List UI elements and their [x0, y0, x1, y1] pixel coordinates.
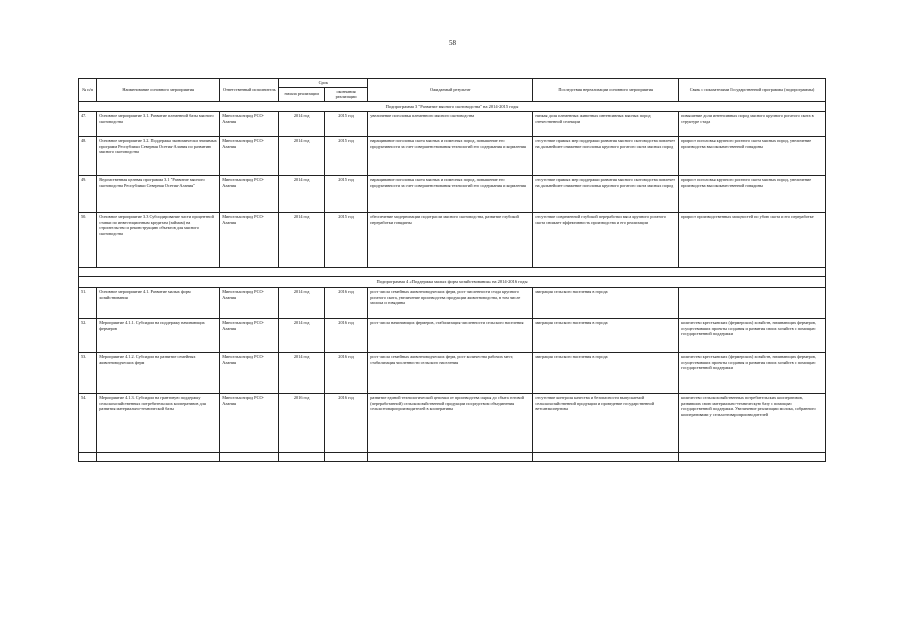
row-end: 2016 год: [324, 288, 367, 319]
row-link: количество сельскохозяйственных потребительских кооперативов, развивших свою материально-техническую базу с помощью государственной поддержки. Увеличение реализации молока, собранного кооперативами у сельхозтоваропроизводителей: [679, 394, 826, 453]
row-responsible: Минсельхозпрод РСО-Алания: [220, 213, 279, 268]
row-num: 54.: [79, 394, 97, 453]
row-end: 2016 год: [324, 353, 367, 394]
row-consequences: отсутствие прямых мер поддержки развития мясного скотоводства повлечет на дальнейшее снижение поголовья крупного рогатого скота мясных пород: [533, 137, 679, 176]
table-row: [79, 394, 826, 453]
table-row: [79, 319, 826, 353]
row-responsible: Минсельхозпрод РСО-Алания: [220, 137, 279, 176]
row-consequences: миграция сельского населения в города: [533, 319, 679, 353]
row-result: развитие единой технологической цепочки от производства сырья до сбыта готовой (переработанной) сельскохозяйственной продукции посредством объединения сельхозтоваропроизводителей в кооперативы: [368, 394, 533, 453]
table-row: [79, 213, 826, 268]
row-consequences: отсутствие современной глубокой переработки мяса крупного рогатого скота снижает эффективность производства и его реализации: [533, 213, 679, 268]
header-term: Срок: [279, 79, 368, 88]
row-result: увеличение поголовья племенного мясного скотоводства: [368, 112, 533, 137]
row-num: 50.: [79, 213, 97, 268]
row-result: обеспечение модернизации подотрасли мясного скотоводства, развитие глубокой переработки говядины: [368, 213, 533, 268]
row-name: Основное мероприятие 4.1. Развитие малых форм хозяйствования: [97, 288, 220, 319]
row-num: 52.: [79, 319, 97, 353]
row-start: 2014 год: [279, 176, 325, 213]
spacer-cell: [79, 268, 826, 277]
section-title: Подпрограмма 3 "Развитие мясного скотоводства" на 2014-2015 годы: [79, 101, 826, 112]
header-term-start: начала реализации: [279, 87, 325, 101]
row-consequences: отсутствие прямых мер поддержки развития мясного скотоводства повлечет на дальнейшее снижение поголовья крупного рогатого скота мясных пород: [533, 176, 679, 213]
table-row: [79, 137, 826, 176]
spacer-cell: [79, 453, 97, 462]
row-name: Мероприятие 4.1.2. Субсидии на развитие семейных животноводческих ферм: [97, 353, 220, 394]
row-link: количество крестьянских (фермерских) хозяйств, начинающих фермеров, осуществивших проекты создания и развития своих хозяйств с помощью государственной поддержки: [679, 353, 826, 394]
row-num: 51.: [79, 288, 97, 319]
row-name: Основное мероприятие 3.3 Субсидирование части процентной ставки по инвестиционным кредитам (займам) на строительство и реконструкцию объектов для мясного скотоводства: [97, 213, 220, 268]
row-end: 2016 год: [324, 319, 367, 353]
row-name: Ведомственная целевая программа 3.1 "Развитие мясного скотоводства Республики Северная Осетия-Алания": [97, 176, 220, 213]
header-row: [79, 79, 826, 88]
row-start: 2014 год: [279, 213, 325, 268]
row-responsible: Минсельхозпрод РСО-Алания: [220, 319, 279, 353]
spacer-cell: [279, 453, 325, 462]
header-responsible: Ответственный исполнитель: [220, 79, 279, 102]
section-title-row: [79, 277, 826, 288]
row-result: рост числа начинающих фермеров, стабилизация численности сельского населения: [368, 319, 533, 353]
row-consequences: низкая доля племенных животных интенсивных мясных пород отечественной селекции: [533, 112, 679, 137]
row-result: рост числа семейных животноводческих ферм, рост количества рабочих мест, стабилизация численности сельского населения: [368, 353, 533, 394]
row-link: прирост поголовья крупного рогатого скота мясных пород, увеличение производства высококачественной говядины: [679, 176, 826, 213]
spacer-cell: [368, 453, 533, 462]
row-responsible: Минсельхозпрод РСО-Алания: [220, 112, 279, 137]
row-start: 2016 год: [279, 394, 325, 453]
spacer-row: [79, 268, 826, 277]
row-responsible: Минсельхозпрод РСО-Алания: [220, 176, 279, 213]
row-num: 49.: [79, 176, 97, 213]
spacer-cell: [220, 453, 279, 462]
row-name: Основное мероприятие 3.2. Поддержка экономически значимых программ Республики Северная Осетия-Алания по развитию мясного скотоводства: [97, 137, 220, 176]
row-num: 53.: [79, 353, 97, 394]
row-start: 2014 год: [279, 137, 325, 176]
row-consequences: миграция сельского населения в города: [533, 288, 679, 319]
row-responsible: Минсельхозпрод РСО-Алания: [220, 353, 279, 394]
row-consequences: отсутствие контроля качества и безопасности выпускаемой сельскохозяйственной продукции и проведение государственной ветсанэкспертизы: [533, 394, 679, 453]
row-start: 2014 год: [279, 353, 325, 394]
row-name: Мероприятие 4.1.1. Субсидии на поддержку начинающих фермеров: [97, 319, 220, 353]
row-consequences: миграция сельского населения в города: [533, 353, 679, 394]
row-end: 2015 год: [324, 213, 367, 268]
section-title: Подпрограмма 4 «Поддержка малых форм хозяйствования» на 2014-2016 годы: [79, 277, 826, 288]
section-title-row: [79, 101, 826, 112]
row-responsible: Минсельхозпрод РСО-Алания: [220, 288, 279, 319]
header-consequences: Последствия нереализации основного мероприятия: [533, 79, 679, 102]
row-start: 2014 год: [279, 319, 325, 353]
spacer-cell: [324, 453, 367, 462]
program-measures-table: [78, 78, 826, 462]
table-row: [79, 176, 826, 213]
header-term-end: окончания реализации: [324, 87, 367, 101]
row-end: 2015 год: [324, 176, 367, 213]
row-result: наращивание поголовья скота мясных и помесных пород, повышение его продуктивности за счет совершенствования технологий его содержания и кормления: [368, 176, 533, 213]
page-number: 58: [449, 39, 456, 47]
row-link: количество крестьянских (фермерских) хозяйств, начинающих фермеров, осуществивших проекты создания и развития своих хозяйств с помощью государственной поддержки: [679, 319, 826, 353]
row-end: 2016 год: [324, 394, 367, 453]
row-end: 2015 год: [324, 112, 367, 137]
table-row: [79, 112, 826, 137]
spacer-cell: [679, 453, 826, 462]
row-start: 2014 год: [279, 112, 325, 137]
row-name: Основное мероприятие 3.1. Развитие племенной базы мясного скотоводства: [97, 112, 220, 137]
row-link: прирост производственных мощностей по убою скота и его переработке: [679, 213, 826, 268]
header-name: Наименование основного мероприятия: [97, 79, 220, 102]
row-link: прирост поголовья крупного рогатого скота мясных пород, увеличение производства высококачественной говядины: [679, 137, 826, 176]
header-result: Ожидаемый результат: [368, 79, 533, 102]
row-name: Мероприятие 4.1.3. Субсидии на грантовую поддержку сельскохозяйственных потребительских кооперативов для развития материально-технической базы: [97, 394, 220, 453]
spacer-row: [79, 453, 826, 462]
row-result: рост числа семейных животноводческих ферм, рост численности стада крупного рогатого скота, увеличение производства продукции животноводства, в том числе молока и говядины: [368, 288, 533, 319]
spacer-cell: [97, 453, 220, 462]
row-end: 2015 год: [324, 137, 367, 176]
row-num: 47.: [79, 112, 97, 137]
row-start: 2014 год: [279, 288, 325, 319]
table-row: [79, 353, 826, 394]
row-result: наращивание поголовья скота мясных и помесных пород, повышение его продуктивности за счет совершенствования технологий его содержания и кормления: [368, 137, 533, 176]
header-num: № п/п: [79, 79, 97, 102]
row-link: [679, 288, 826, 319]
row-num: 48.: [79, 137, 97, 176]
row-link: повышение доли интенсивных пород мясного крупного рогатого скота в структуре стада: [679, 112, 826, 137]
header-link: Связь с показателями Государственной программы (подпрограммы): [679, 79, 826, 102]
spacer-cell: [533, 453, 679, 462]
table-row: [79, 288, 826, 319]
row-responsible: Минсельхозпрод РСО-Алания: [220, 394, 279, 453]
